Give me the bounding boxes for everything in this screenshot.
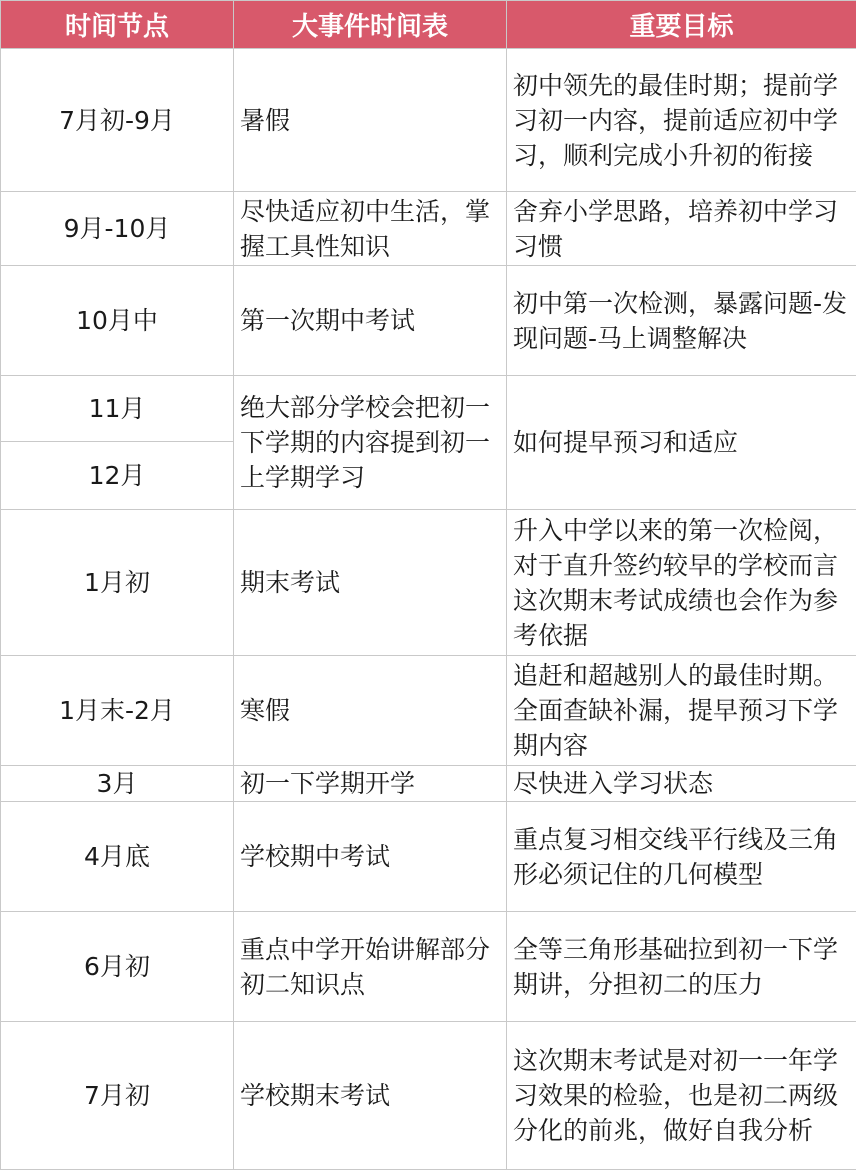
- time-cell: 7月初-9月: [1, 49, 234, 192]
- goal-cell: 初中领先的最佳时期；提前学习初一内容，提前适应初中学习，顺利完成小升初的衔接: [507, 49, 856, 192]
- event-cell: 寒假: [234, 656, 507, 766]
- time-cell: 7月初: [1, 1022, 234, 1170]
- goal-cell: 舍弃小学思路，培养初中学习习惯: [507, 192, 856, 266]
- goal-cell: 升入中学以来的第一次检阅，对于直升签约较早的学校而言这次期末考试成绩也会作为参考依据: [507, 510, 856, 656]
- time-cell: 3月: [1, 766, 234, 802]
- goal-cell: 如何提早预习和适应: [507, 376, 856, 510]
- table-row: [1, 49, 856, 192]
- goal-cell: 追赶和超越别人的最佳时期。全面查缺补漏，提早预习下学期内容: [507, 656, 856, 766]
- table-row: [1, 376, 856, 442]
- event-cell: 尽快适应初中生活，掌握工具性知识: [234, 192, 507, 266]
- header-row: [1, 1, 856, 49]
- time-cell: 1月末-2月: [1, 656, 234, 766]
- header-time: 时间节点: [1, 1, 234, 49]
- table-row: [1, 912, 856, 1022]
- goal-cell: 尽快进入学习状态: [507, 766, 856, 802]
- event-cell: 期末考试: [234, 510, 507, 656]
- event-cell: 学校期末考试: [234, 1022, 507, 1170]
- event-cell: 暑假: [234, 49, 507, 192]
- table-row: [1, 192, 856, 266]
- table-row: [1, 802, 856, 912]
- event-cell: 绝大部分学校会把初一下学期的内容提到初一上学期学习: [234, 376, 507, 510]
- event-cell: 学校期中考试: [234, 802, 507, 912]
- event-cell: 初一下学期开学: [234, 766, 507, 802]
- goal-cell: 重点复习相交线平行线及三角形必须记住的几何模型: [507, 802, 856, 912]
- goal-cell: 初中第一次检测，暴露问题-发现问题-马上调整解决: [507, 266, 856, 376]
- time-cell: 12月: [1, 442, 234, 510]
- table-row: [1, 766, 856, 802]
- event-cell: 重点中学开始讲解部分初二知识点: [234, 912, 507, 1022]
- event-cell: 第一次期中考试: [234, 266, 507, 376]
- table-row: [1, 656, 856, 766]
- table-row: [1, 510, 856, 656]
- table-row: [1, 1022, 856, 1170]
- goal-cell: 全等三角形基础拉到初一下学期讲，分担初二的压力: [507, 912, 856, 1022]
- header-goal: 重要目标: [507, 1, 856, 49]
- time-cell: 11月: [1, 376, 234, 442]
- table-row: [1, 266, 856, 376]
- time-cell: 1月初: [1, 510, 234, 656]
- time-cell: 9月-10月: [1, 192, 234, 266]
- header-event: 大事件时间表: [234, 1, 507, 49]
- goal-cell: 这次期末考试是对初一一年学习效果的检验，也是初二两级分化的前兆，做好自我分析: [507, 1022, 856, 1170]
- time-cell: 10月中: [1, 266, 234, 376]
- time-cell: 4月底: [1, 802, 234, 912]
- time-cell: 6月初: [1, 912, 234, 1022]
